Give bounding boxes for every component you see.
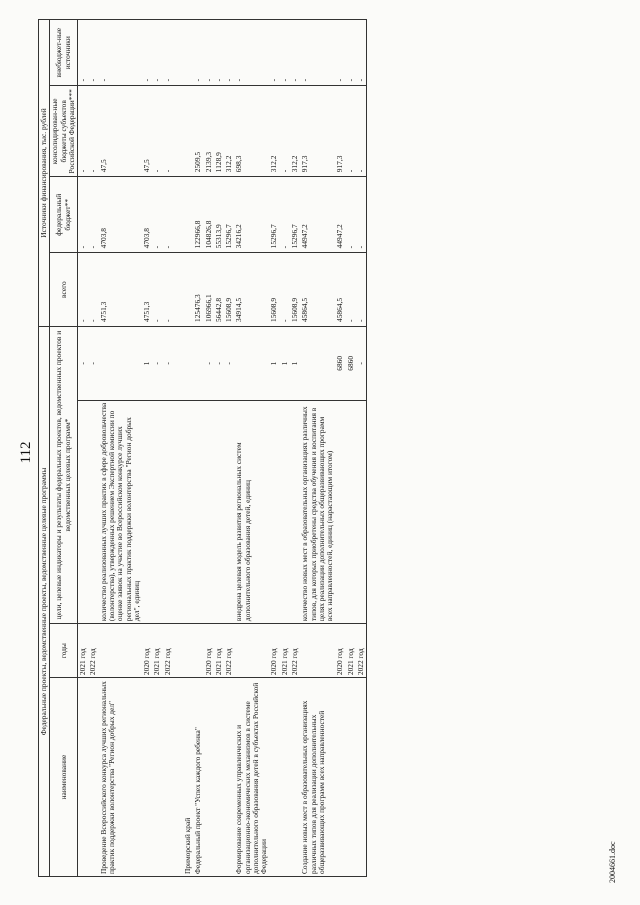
row-extrabudgetary: - (335, 20, 345, 86)
row-regional: - (163, 86, 173, 177)
row-regional: 917,3 (300, 86, 335, 177)
row-indicator-value: - (78, 326, 89, 400)
table-row (346, 20, 356, 877)
row-federal: - (152, 177, 162, 253)
table-row (224, 20, 234, 877)
row-indicator (290, 400, 300, 623)
row-year: 2021 год (280, 624, 290, 678)
row-indicator-value: - (356, 326, 367, 400)
row-year (99, 624, 142, 678)
row-indicator-value (99, 326, 142, 400)
row-federal: 15296,7 (224, 177, 234, 253)
page-number: 112 (18, 441, 34, 464)
header-financing-sources: Источники финансирования, тыс. рублей (39, 20, 50, 327)
spacer-cell (173, 253, 183, 327)
row-extrabudgetary: - (300, 20, 335, 86)
table-row (356, 20, 367, 877)
row-year: 2020 год (142, 624, 152, 678)
row-regional: - (152, 86, 162, 177)
row-indicator (356, 400, 367, 623)
spacer-cell (173, 678, 183, 877)
file-code: 2004661.doc (608, 841, 617, 883)
row-regional: 312,2 (290, 86, 300, 177)
row-total: - (356, 253, 367, 327)
table-row (204, 20, 214, 877)
row-indicator-value: - (204, 326, 214, 400)
row-year (300, 624, 335, 678)
row-extrabudgetary: - (269, 20, 279, 86)
header-extrabudgetary: внебюджет-ные источники (50, 20, 78, 86)
row-indicator-value: 6860 (335, 326, 345, 400)
row-name (152, 678, 162, 877)
row-regional: 312,2 (224, 86, 234, 177)
row-year: 2020 год (204, 624, 214, 678)
row-federal: 15296,7 (290, 177, 300, 253)
row-total: - (280, 253, 290, 327)
table-row (78, 20, 89, 877)
row-year (193, 624, 203, 678)
row-regional: 1128,9 (214, 86, 224, 177)
table-row (173, 20, 183, 877)
row-name (356, 678, 367, 877)
row-total: 4751,3 (142, 253, 152, 327)
row-indicator-value: - (224, 326, 234, 400)
spacer-cell (173, 20, 183, 86)
row-name: Создание новых мест в образовательных организациях различных типов для реализации дополнительных общеразвивающих программ всех направленностей (300, 678, 335, 877)
row-federal: 34216,2 (234, 177, 269, 253)
table-row (193, 20, 203, 877)
row-name (335, 678, 345, 877)
row-total: 106966,1 (204, 253, 214, 327)
row-extrabudgetary: - (152, 20, 162, 86)
row-indicator (163, 400, 173, 623)
header-years: годы (50, 624, 78, 678)
row-year: 2021 год (214, 624, 224, 678)
row-name (78, 678, 89, 877)
row-extrabudgetary: - (356, 20, 367, 86)
row-federal: 4703,8 (142, 177, 152, 253)
table-row (335, 20, 345, 877)
row-regional: - (78, 86, 89, 177)
row-indicator-value (234, 326, 269, 400)
row-regional: 917,3 (335, 86, 345, 177)
row-indicator-value: 1 (280, 326, 290, 400)
row-federal (183, 177, 193, 253)
row-extrabudgetary: - (204, 20, 214, 86)
row-year: 2022 год (88, 624, 98, 678)
row-year: 2022 год (356, 624, 367, 678)
row-name (88, 678, 98, 877)
row-total: - (88, 253, 98, 327)
row-total: 45864,5 (300, 253, 335, 327)
row-extrabudgetary: - (142, 20, 152, 86)
row-name: Федеральный проект "Успех каждого ребенка" (193, 678, 203, 877)
row-total: - (78, 253, 89, 327)
row-extrabudgetary: - (224, 20, 234, 86)
row-indicator (88, 400, 98, 623)
row-federal: - (88, 177, 98, 253)
row-indicator-value: 1 (269, 326, 279, 400)
row-extrabudgetary (183, 20, 193, 86)
row-indicator-value: 6860 (346, 326, 356, 400)
row-indicator (183, 400, 193, 623)
row-year: 2021 год (78, 624, 89, 678)
table-row (99, 20, 142, 877)
row-indicator (204, 400, 214, 623)
row-year: 2020 год (269, 624, 279, 678)
row-extrabudgetary: - (214, 20, 224, 86)
row-regional: 47,5 (142, 86, 152, 177)
row-indicator-value: - (88, 326, 98, 400)
row-indicator (193, 400, 203, 623)
row-indicator-value: - (152, 326, 162, 400)
header-total: всего (50, 253, 78, 327)
row-extrabudgetary: - (88, 20, 98, 86)
row-year (234, 624, 269, 678)
row-indicator (78, 400, 89, 623)
row-name: Приморский край (183, 678, 193, 877)
row-indicator (346, 400, 356, 623)
row-indicator (214, 400, 224, 623)
row-extrabudgetary: - (78, 20, 89, 86)
row-total: - (163, 253, 173, 327)
table-row (280, 20, 290, 877)
table-row (290, 20, 300, 877)
row-name (204, 678, 214, 877)
row-total: 125476,3 (193, 253, 203, 327)
row-federal: - (346, 177, 356, 253)
header-name: наименование (50, 678, 78, 877)
row-federal: 4703,8 (99, 177, 142, 253)
row-year: 2022 год (290, 624, 300, 678)
row-extrabudgetary: - (290, 20, 300, 86)
row-federal: 122966,8 (193, 177, 203, 253)
row-regional: 47,5 (99, 86, 142, 177)
row-federal: 55313,9 (214, 177, 224, 253)
row-total: 15608,9 (290, 253, 300, 327)
row-year: 2021 год (152, 624, 162, 678)
row-extrabudgetary: - (346, 20, 356, 86)
row-extrabudgetary: - (99, 20, 142, 86)
row-extrabudgetary: - (280, 20, 290, 86)
row-regional: - (280, 86, 290, 177)
row-regional: - (346, 86, 356, 177)
row-regional: 312,2 (269, 86, 279, 177)
table-row (142, 20, 152, 877)
row-indicator (335, 400, 345, 623)
row-total: 15608,9 (224, 253, 234, 327)
row-extrabudgetary: - (193, 20, 203, 86)
row-indicator: количество новых мест в образовательных организациях различных типов, для которых приобретены средства обучения и воспитания в целях реализации дополнительных общеразвивающих программ всех направленностей, единиц (нарастающим итогом) (300, 400, 335, 623)
row-name (163, 678, 173, 877)
row-federal: 15296,7 (269, 177, 279, 253)
spacer-cell (173, 177, 183, 253)
table-row (300, 20, 335, 877)
row-year: 2021 год (346, 624, 356, 678)
row-name (290, 678, 300, 877)
row-year: 2020 год (335, 624, 345, 678)
row-indicator (142, 400, 152, 623)
row-total: 15608,9 (269, 253, 279, 327)
row-extrabudgetary: - (163, 20, 173, 86)
row-regional: 2509,5 (193, 86, 203, 177)
row-name (280, 678, 290, 877)
table-row (183, 20, 193, 877)
row-regional: 2139,3 (204, 86, 214, 177)
row-total: - (152, 253, 162, 327)
table-row (152, 20, 162, 877)
row-indicator: внедрена целевая модель развития региональных систем дополнительного образования детей, единиц (234, 400, 269, 623)
row-federal: 44947,2 (335, 177, 345, 253)
row-total: 45864,5 (335, 253, 345, 327)
row-indicator-value: 1 (290, 326, 300, 400)
table-row (214, 20, 224, 877)
row-indicator-value (193, 326, 203, 400)
row-name (346, 678, 356, 877)
row-name: Формирование современных управленческих и организационно-экономических механизмов в системе дополнительного образования детей в субъектах Российской Федерации (234, 678, 269, 877)
row-federal: - (356, 177, 367, 253)
row-name: Проведение Всероссийского конкурса лучших региональных практик поддержки волонтерства "Регион добрых дел" (99, 678, 142, 877)
row-regional (183, 86, 193, 177)
row-total: 34914,5 (234, 253, 269, 327)
spacer-cell (173, 624, 183, 678)
row-name (224, 678, 234, 877)
header-regional-budgets: консолидирован-ные бюджеты субъектов Российской Федерации*** (50, 86, 78, 177)
row-indicator (152, 400, 162, 623)
row-year: 2022 год (163, 624, 173, 678)
table-row (269, 20, 279, 877)
row-federal: 104826,8 (204, 177, 214, 253)
row-name (142, 678, 152, 877)
row-federal: - (163, 177, 173, 253)
financing-table (38, 19, 367, 877)
row-indicator-value (300, 326, 335, 400)
row-total: - (346, 253, 356, 327)
header-federal-budget: федеральный бюджет** (50, 177, 78, 253)
spacer-cell (173, 400, 183, 623)
row-regional: - (356, 86, 367, 177)
row-indicator (224, 400, 234, 623)
row-year: 2022 год (224, 624, 234, 678)
spacer-cell (173, 326, 183, 400)
row-name (214, 678, 224, 877)
row-total: 4751,3 (99, 253, 142, 327)
table-row (163, 20, 173, 877)
spacer-cell (173, 86, 183, 177)
row-indicator (280, 400, 290, 623)
row-indicator: количество реализованных лучших практик в сфере добровольчества (волонтерства), утвержденных решением Экспертной комиссии по оценке заявок на участие во Всероссийском конкурсе лучших региональных практик поддержки волонтерства "Регион добрых дел", единиц (99, 400, 142, 623)
row-indicator-value (183, 326, 193, 400)
header-federal-projects: Федеральные проекты, ведомственные проекты, ведомственные целевые программы (39, 326, 50, 876)
row-total: 56442,8 (214, 253, 224, 327)
row-indicator-value: - (214, 326, 224, 400)
row-extrabudgetary: - (234, 20, 269, 86)
row-indicator-value: 1 (142, 326, 152, 400)
table-row (88, 20, 98, 877)
row-federal: 44947,2 (300, 177, 335, 253)
row-regional: 698,3 (234, 86, 269, 177)
row-indicator (269, 400, 279, 623)
row-year (183, 624, 193, 678)
table-body (78, 20, 367, 877)
row-federal: - (78, 177, 89, 253)
row-indicator-value: - (163, 326, 173, 400)
row-federal: - (280, 177, 290, 253)
row-regional: - (88, 86, 98, 177)
row-name (269, 678, 279, 877)
header-goals: цели, целевые индикаторы и результаты федеральных проектов, ведомственных проектов и ведомственных целевых программ* (50, 326, 78, 623)
row-total (183, 253, 193, 327)
table-row (234, 20, 269, 877)
